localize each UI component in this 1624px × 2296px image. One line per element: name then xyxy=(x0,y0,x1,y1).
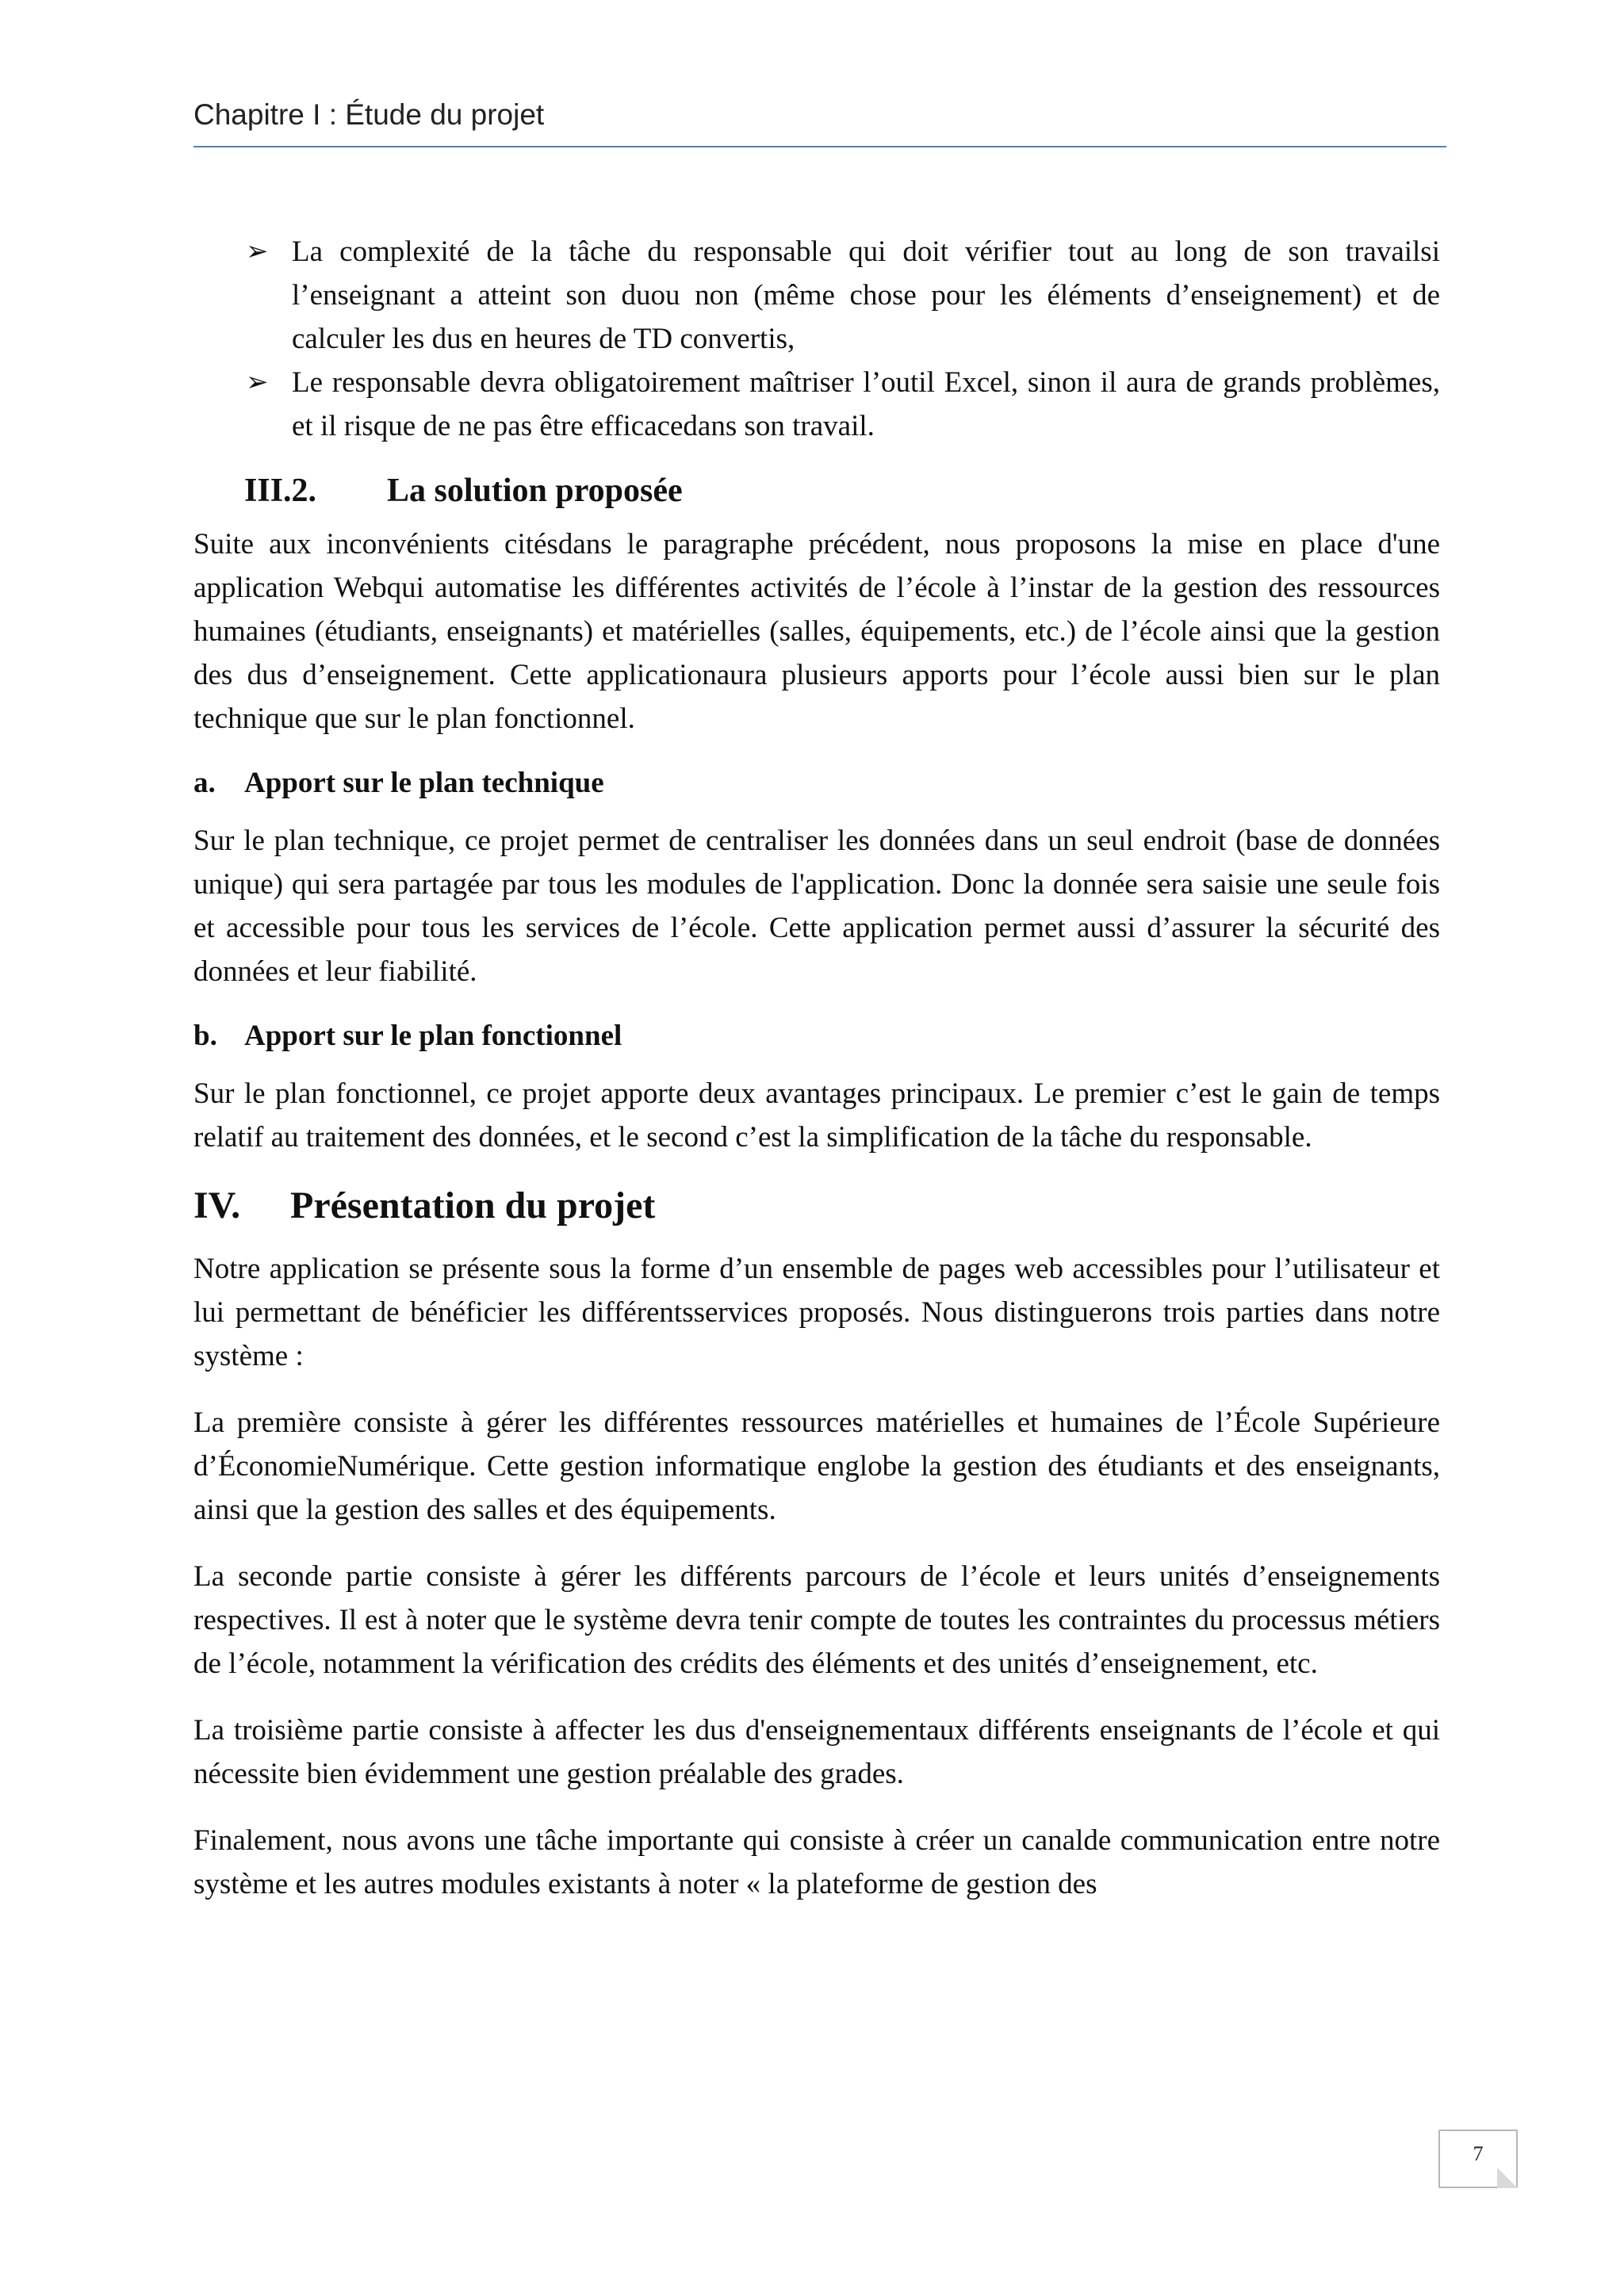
paragraph: Sur le plan technique, ce projet permet de centraliser les données dans un seul endroit (base de données unique) qui sera partagée par tous les modules de l'application. Donc la donnée sera saisie une seule fois et accessible pour tous les services de l’école. Cette application permet aussi d’assurer la sécurité des données et leur fiabilité. xyxy=(193,825,1440,988)
paragraph: Finalement, nous avons une tâche importante qui consiste à créer un canalde communication entre notre système et les autres modules existants à noter « la plateforme de gestion des xyxy=(193,1824,1440,1900)
page-number: 7 xyxy=(1473,2142,1484,2165)
section-number: III.2. xyxy=(244,473,317,509)
paragraph: La seconde partie consiste à gérer les différents parcours de l’école et leurs unités d’enseignements respectives. Il est à noter que le système devra tenir compte de toutes les contraintes du processus métiers de l’école, notamment la vérification des crédits des éléments et des unités d’enseignement, etc. xyxy=(193,1560,1440,1680)
section-heading-iii2 xyxy=(193,469,1440,513)
section-title: Présentation du projet xyxy=(290,1184,656,1226)
bullet-list xyxy=(193,230,1440,448)
list-item-text: La complexité de la tâche du responsable qui doit vérifier tout au long de son travailsi l’enseignant a atteint son duou non (même chose pour les éléments d’enseignement) et de calculer les dus en heures de TD convertis, xyxy=(292,235,1440,355)
chapter-title: Chapitre I : Étude du projet xyxy=(193,98,545,131)
arrow-bullet-icon: ➢ xyxy=(246,366,269,398)
page-curl-icon xyxy=(1497,2168,1518,2188)
arrow-bullet-icon: ➢ xyxy=(246,235,269,267)
subsection-heading-b xyxy=(193,1016,1440,1056)
section-title: La solution proposée xyxy=(387,473,683,509)
page-content xyxy=(193,230,1440,1929)
page-header xyxy=(193,95,1446,147)
list-item xyxy=(193,361,1440,448)
page-number-box xyxy=(1438,2130,1518,2188)
section-heading-iv xyxy=(193,1182,1440,1230)
paragraph: Suite aux inconvénients citésdans le paragraphe précédent, nous proposons la mise en place d'une application Webqui automatise les différentes activités de l’école à l’instar de la gestion des ressources humaines (étudiants, enseignants) et matérielles (salles, équipements, etc.) de l’école ainsi que la gestion des dus d’enseignement. Cette applicationaura plusieurs apports pour l’école aussi bien sur le plan technique que sur le plan fonctionnel. xyxy=(193,528,1440,735)
list-item xyxy=(193,230,1440,361)
subsection-title: Apport sur le plan technique xyxy=(244,767,604,799)
subsection-number: b. xyxy=(193,1020,217,1052)
paragraph: La première consiste à gérer les différentes ressources matérielles et humaines de l’École Supérieure d’ÉconomieNumérique. Cette gestion informatique englobe la gestion des étudiants et des enseignants, ainsi que la gestion des salles et des équipements. xyxy=(193,1406,1440,1526)
paragraph: Sur le plan fonctionnel, ce projet apporte deux avantages principaux. Le premier c’est le gain de temps relatif au traitement des données, et le second c’est la simplification de la tâche du responsable. xyxy=(193,1077,1440,1154)
subsection-heading-a xyxy=(193,763,1440,803)
section-number: IV. xyxy=(193,1184,241,1226)
subsection-number: a. xyxy=(193,767,216,799)
paragraph: La troisième partie consiste à affecter les dus d'enseignementaux différents enseignants de l’école et qui nécessite bien évidemment une gestion préalable des grades. xyxy=(193,1714,1440,1790)
paragraph: Notre application se présente sous la forme d’un ensemble de pages web accessibles pour l’utilisateur et lui permettant de bénéficier les différentsservices proposés. Nous distinguerons trois parties dans notre système : xyxy=(193,1253,1440,1372)
subsection-title: Apport sur le plan fonctionnel xyxy=(244,1020,622,1052)
list-item-text: Le responsable devra obligatoirement maîtriser l’outil Excel, sinon il aura de grands problèmes, et il risque de ne pas être efficacedans son travail. xyxy=(292,366,1440,442)
